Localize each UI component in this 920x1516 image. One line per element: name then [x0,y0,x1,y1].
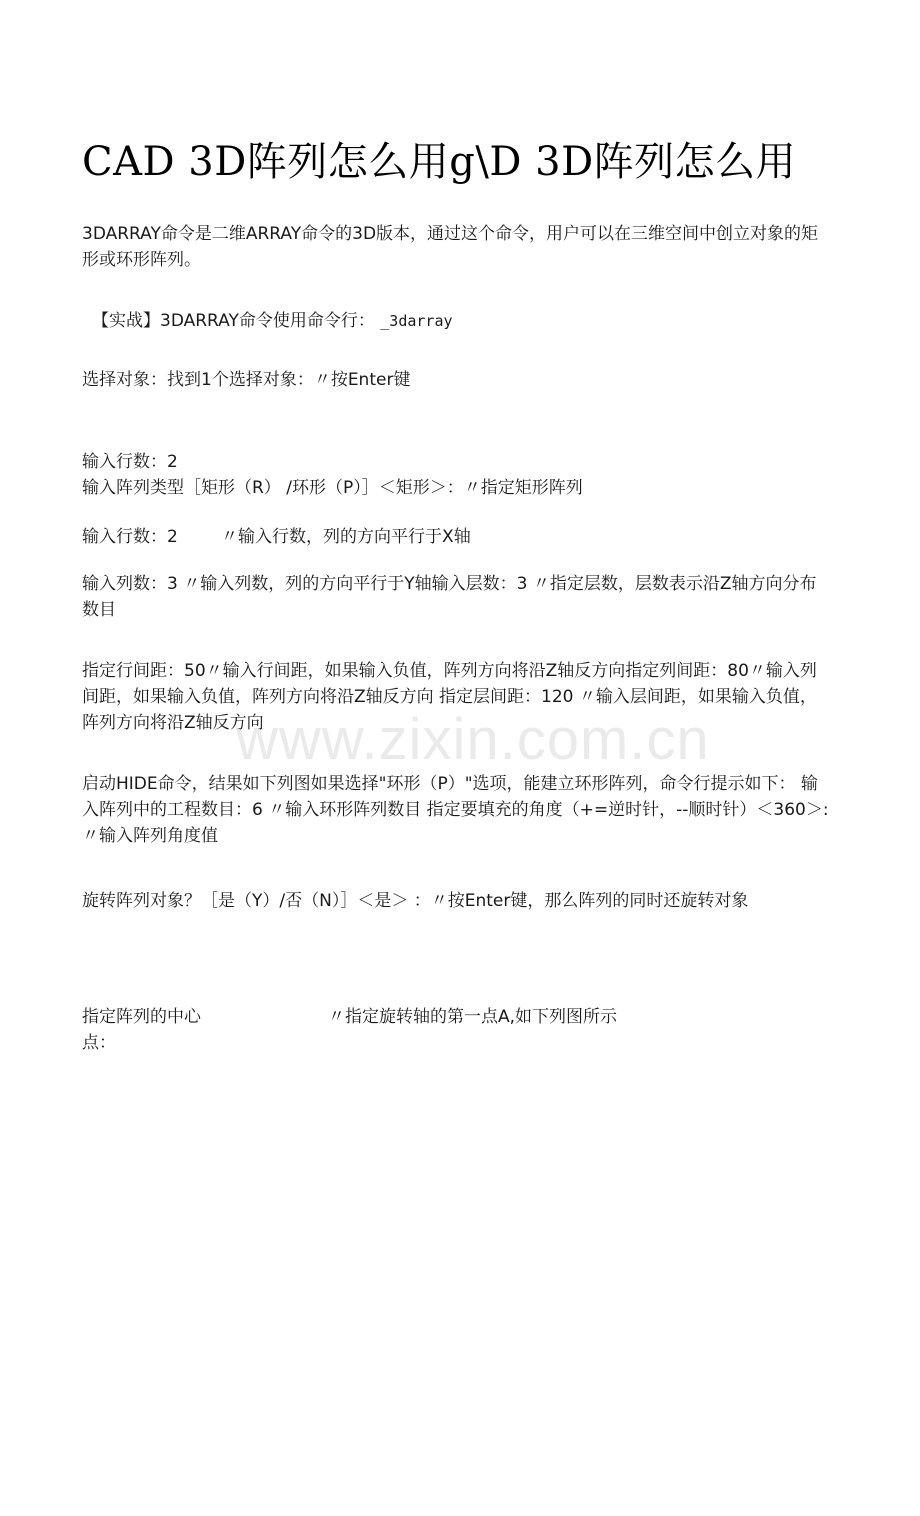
select-objects-line: 选择对象：找到1个选择对象：〃按Enter键 [82,370,411,390]
center-point-note: 〃指定旋转轴的第一点A,如下列图所示 [328,1007,618,1027]
polar-paragraph: 启动HIDE命令，结果如下列图如果选择"环形（P）"选项，能建立环形阵列，命令行提示如下： 输入阵列中的工程数目：6 〃输入环形阵列数目 指定要填充的角度（+=逆时针，--顺时针）＜360＞: 〃输入阵列角度值 [82,774,829,846]
center-point-label: 指定阵列的中心点： [82,1007,201,1053]
practice-command: _3darray [380,312,453,330]
intro-paragraph: 3DARRAY命令是二维ARRAY命令的3D版本，通过这个命令，用户可以在三维空间中创立对象的矩形或环形阵列。 [82,224,819,270]
rotate-paragraph: 旋转阵列对象？［是（Y）/否（N）］＜是＞ ：〃按Enter键，那么阵列的同时还旋转对象 [82,891,749,911]
practice-label: 【实战】3DARRAY命令使用命令行： [92,311,375,331]
rows-input-line: 输入行数：2 〃输入行数，列的方向平行于X轴 [82,527,471,547]
array-type-line: 输入阵列类型［矩形（R） /环形（P）］＜矩形＞：〃指定矩形阵列 [82,478,583,498]
watermark: www.zixin.com.cn [236,707,710,772]
columns-levels-paragraph: 输入列数：3 〃输入列数，列的方向平行于Y轴输入层数：3 〃指定层数，层数表示沿Z轴方向分布数目 [82,574,817,620]
spacing-paragraph: 指定行间距：50〃输入行间距，如果输入负值，阵列方向将沿Z轴反方向指定列间距：80〃输入列间距，如果输入负值，阵列方向将沿Z轴反方向 指定层间距：120 〃输入层间距，如果输入负值，阵列方向将沿Z轴反方向 [82,661,817,733]
rows-first-line: 输入行数：2 [82,452,178,472]
practice-line [92,308,842,334]
document-title: CAD 3D阵列怎么用g\D 3D阵列怎么用 [82,139,797,185]
